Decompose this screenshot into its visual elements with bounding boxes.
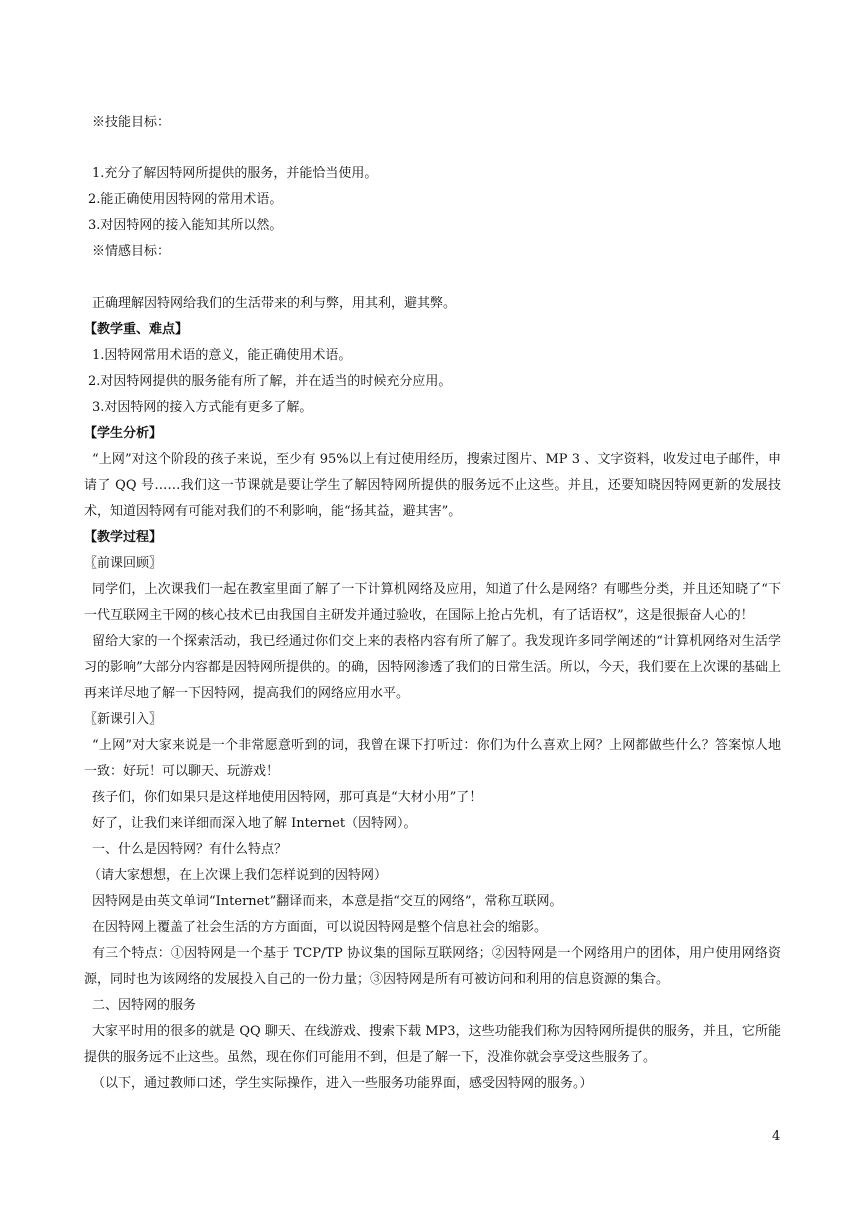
page-number: 4 [772, 1129, 781, 1144]
section-1-features: 有三个特点：①因特网是一个基于 TCP/TP 协议集的国际互联网络；②因特网是一个网络用户的团体，用户使用网络资源，同时也为该网络的发展投入自己的一份力量；③因特网是所有可被访问和利用的信息资源的集合。 [84, 946, 781, 987]
review-heading: 〖前课回顾〗 [84, 556, 163, 571]
section-1-paragraph-2: 在因特网上覆盖了社会生活的方方面面，可以说因特网是整个信息社会的缩影。 [92, 920, 548, 935]
intro-heading: 〖新课引入〗 [84, 712, 163, 727]
teaching-process-heading: 【教学过程】 [84, 530, 163, 545]
intro-paragraph-2: 孩子们，你们如果只是这样地使用因特网，那可真是“大材小用”了！ [92, 790, 483, 805]
student-analysis-paragraph: “上网”对这个阶段的孩子来说，至少有 95%以上有过使用经历，搜索过图片、MP 3 、文字资料，收发过电子邮件，申请了 QQ 号……我们这一节课就是要让学生了解因特网所提供的服务远不止这些。并且，还要知晓因特网更新的发展技术，知道因特网有可能对我们的不利影响，能“扬其益，避其害”。 [84, 452, 781, 519]
section-2-paragraph-1: 大家平时用的很多的就是 QQ 聊天、在线游戏、搜索下载 MP3，这些功能我们称为因特网所提供的服务，并且，它所能提供的服务远不止这些。虽然，现在你们可能用不到，但是了解一下，没准你就会享受这些服务了。 [84, 1024, 781, 1065]
review-paragraph-2: 留给大家的一个探索活动，我已经通过你们交上来的表格内容有所了解了。我发现许多同学阐述的“计算机网络对生活学习的影响”大部分内容都是因特网所提供的。的确，因特网渗透了我们的日常生活。所以，今天，我们要在上次课的基础上再来详尽地了解一下因特网，提高我们的网络应用水平。 [84, 634, 781, 701]
key-point-1: 1.因特网常用术语的意义，能正确使用术语。 [92, 348, 352, 363]
emotion-goal-heading: ※情感目标： [92, 244, 171, 259]
emotion-goal-text: 正确理解因特网给我们的生活带来的利与弊，用其利，避其弊。 [92, 296, 457, 311]
review-paragraph-1: 同学们，上次课我们一起在教室里面了解了一下计算机网络及应用，知道了什么是网络？有哪些分类，并且还知晓了“下一代互联网主干网的核心技术已由我国自主研发并通过验收，在国际上抢占先机，有了话语权”，这是很振奋人心的！ [84, 582, 781, 623]
intro-paragraph-1: “上网”对大家来说是一个非常愿意听到的词，我曾在课下打听过：你们为什么喜欢上网？上网都做些什么？答案惊人地一致：好玩！可以聊天、玩游戏！ [84, 738, 781, 779]
skill-goal-heading: ※技能目标： [92, 115, 171, 130]
key-point-3: 3.对因特网的接入方式能有更多了解。 [92, 400, 313, 415]
key-points-heading: 【教学重、难点】 [84, 322, 189, 337]
section-1-paragraph-1: 因特网是由英文单词“Internet”翻译而来，本意是指“交互的网络”，常称互联网。 [92, 894, 563, 909]
key-point-2: 2.对因特网提供的服务能有所了解，并在适当的时候充分应用。 [88, 374, 452, 389]
intro-paragraph-3: 好了，让我们来详细而深入地了解 Internet（因特网）。 [92, 816, 417, 831]
student-analysis-heading: 【学生分析】 [84, 426, 163, 441]
section-2-title: 二、因特网的服务 [92, 998, 197, 1013]
skill-item-3: 3.对因特网的接入能知其所以然。 [88, 218, 283, 233]
section-1-title: 一、什么是因特网？有什么特点？ [92, 842, 288, 857]
section-1-hint: （请大家想想，在上次课上我们怎样说到的因特网） [88, 868, 388, 883]
skill-item-2: 2.能正确使用因特网的常用术语。 [88, 192, 283, 207]
skill-item-1: 1.充分了解因特网所提供的服务，并能恰当使用。 [92, 166, 378, 181]
section-2-note: （以下，通过教师口述，学生实际操作，进入一些服务功能界面，感受因特网的服务。） [92, 1076, 593, 1091]
